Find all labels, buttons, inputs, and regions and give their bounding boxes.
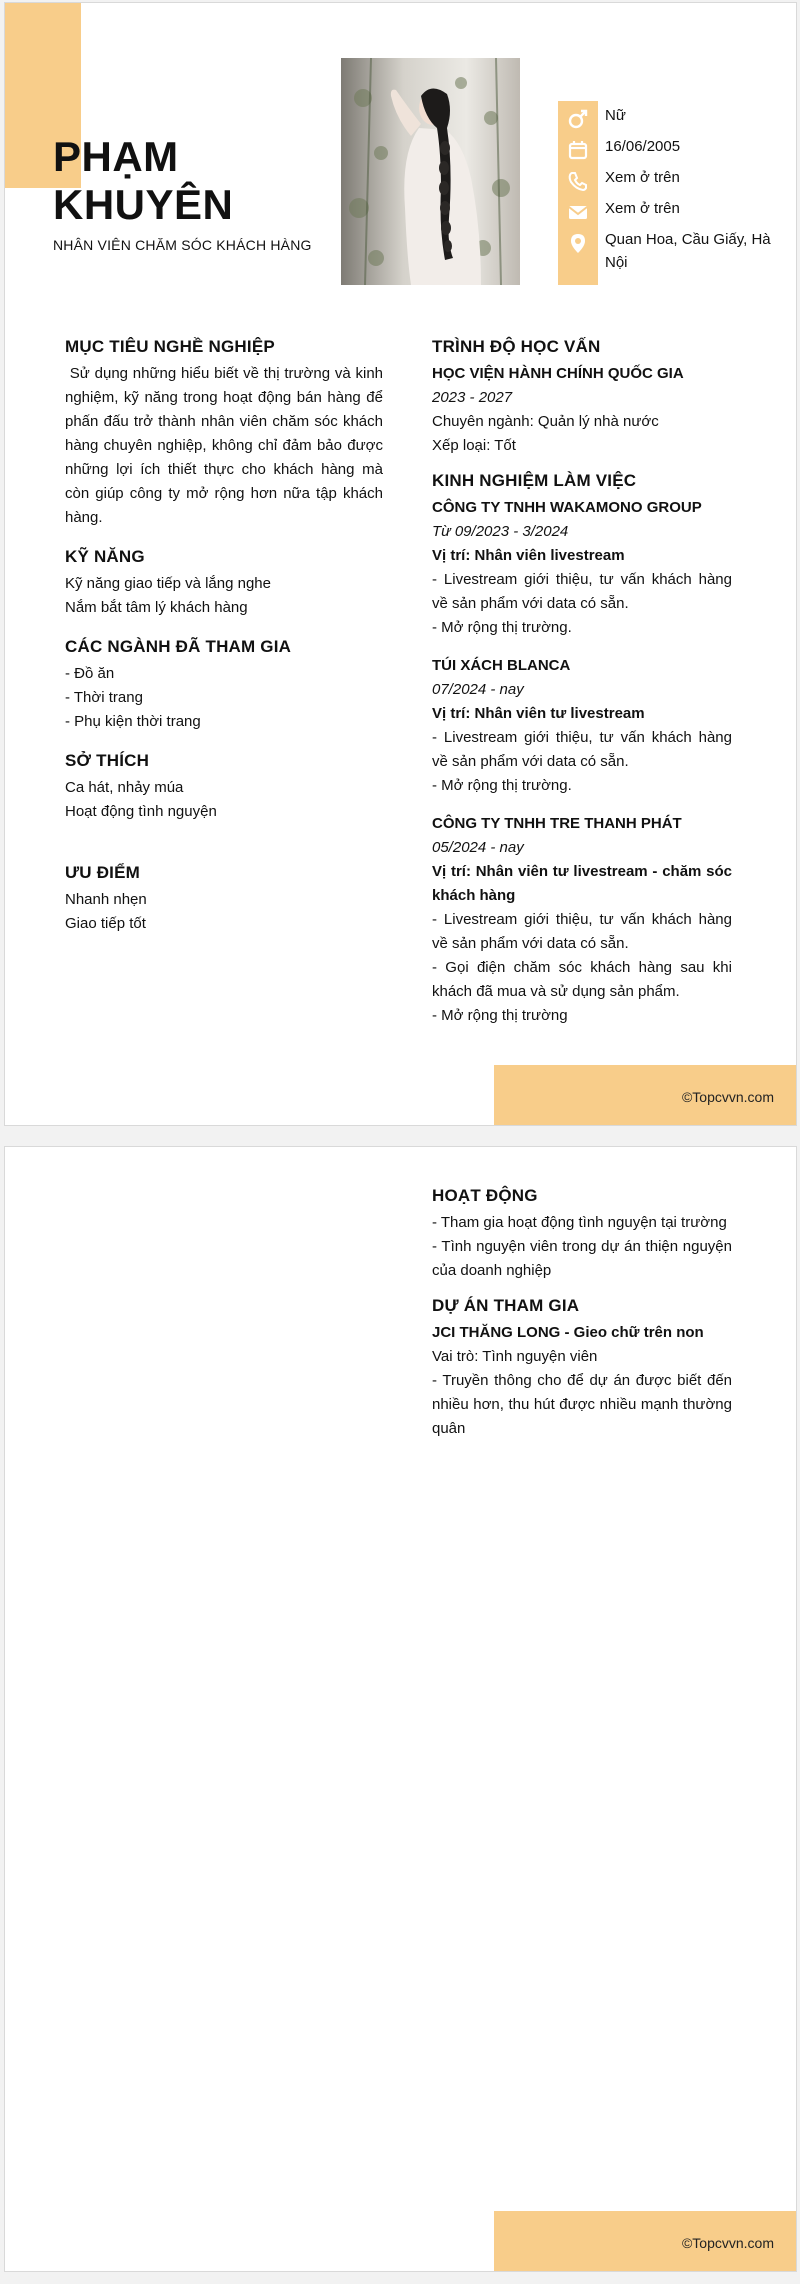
job-role: Vị trí: Nhân viên livestream xyxy=(432,547,625,564)
job-company: TÚI XÁCH BLANCA xyxy=(432,657,571,674)
education-title: TRÌNH ĐỘ HỌC VẤN xyxy=(432,337,601,356)
industries-title: CÁC NGÀNH ĐÃ THAM GIA xyxy=(65,637,292,656)
skill-item: Nắm bắt tâm lý khách hàng xyxy=(65,599,248,616)
job-entry xyxy=(432,654,732,798)
dob-text: 16/06/2005 xyxy=(605,138,681,155)
activity-item: - Tình nguyện viên trong dự án thiện nguyện của doanh nghiệp xyxy=(432,1238,732,1279)
name-line-2: KHUYÊN xyxy=(53,181,234,228)
left-column xyxy=(65,336,388,952)
calendar-icon xyxy=(558,135,598,165)
hobbies-section xyxy=(65,750,383,824)
education-period: 2023 - 2027 xyxy=(432,389,513,406)
job-detail: - Gọi điện chăm sóc khách hàng sau khi khách đã mua và sử dụng sản phẩm. xyxy=(432,959,732,1000)
objective-text: Sử dụng những hiểu biết về thị trường và kinh nghiệm, kỹ năng trong hoạt động bán hàng để phấn đấu trở thành nhân viên chăm sóc khách hàng chuyên nghiệp, không chỉ đảm bảo được những lợi ích thiết thực cho khách hàng mà còn giúp công ty mở rộng hơn nữa tập khách hàng. xyxy=(65,365,388,526)
contact-phone xyxy=(558,166,797,196)
project-name: JCI THĂNG LONG - Gieo chữ trên non xyxy=(432,1324,704,1341)
job-period: 05/2024 - nay xyxy=(432,839,524,856)
industries-section xyxy=(65,636,383,734)
projects-section xyxy=(432,1295,732,1441)
right-column-page-2 xyxy=(432,1185,732,1457)
job-detail: - Livestream giới thiệu, tư vấn khách hàng về sản phẩm với data có sẵn. xyxy=(432,571,732,612)
education-rank: Xếp loại: Tốt xyxy=(432,437,516,454)
job-detail: - Livestream giới thiệu, tư vấn khách hàng về sản phẩm với data có sẵn. xyxy=(432,729,732,770)
job-detail: - Mở rộng thị trường. xyxy=(432,777,572,794)
activities-title: HOẠT ĐỘNG xyxy=(432,1186,538,1205)
gender-icon xyxy=(558,104,598,134)
phone-icon xyxy=(558,166,598,196)
objective-section xyxy=(65,336,388,530)
activities-section xyxy=(432,1185,732,1283)
footer-watermark: ©Topcvvn.com xyxy=(681,1089,774,1105)
project-role: Vai trò: Tình nguyện viên xyxy=(432,1348,598,1365)
job-detail: - Livestream giới thiệu, tư vấn khách hàng về sản phẩm với data có sẵn. xyxy=(432,911,732,952)
right-column xyxy=(432,336,732,1044)
industry-item: - Thời trang xyxy=(65,689,143,706)
school-name: HỌC VIỆN HÀNH CHÍNH QUỐC GIA xyxy=(432,365,684,382)
objective-title: MỤC TIÊU NGHỀ NGHIỆP xyxy=(65,337,275,356)
strengths-title: ƯU ĐIỂM xyxy=(65,863,141,882)
hobby-item: Ca hát, nhảy múa xyxy=(65,779,184,796)
hobby-item: Hoạt động tình nguyện xyxy=(65,803,217,820)
job-role: Vị trí: Nhân viên tư livestream xyxy=(432,705,645,722)
skill-item: Kỹ năng giao tiếp và lắng nghe xyxy=(65,575,271,592)
skills-title: KỸ NĂNG xyxy=(65,547,145,566)
name-line-1: PHẠM xyxy=(53,133,179,180)
strengths-section xyxy=(65,862,383,936)
hobbies-title: SỞ THÍCH xyxy=(65,751,150,770)
contact-gender xyxy=(558,104,797,134)
strength-item: Giao tiếp tốt xyxy=(65,915,146,932)
education-section xyxy=(432,336,732,458)
cv-page-1 xyxy=(4,2,797,1126)
project-detail: - Truyền thông cho để dự án được biết đến nhiều hơn, thu hút được nhiều mạnh thường quân xyxy=(432,1372,732,1437)
industry-item: - Phụ kiện thời trang xyxy=(65,713,201,730)
education-major: Chuyên ngành: Quản lý nhà nước xyxy=(432,413,659,430)
contact-address xyxy=(558,228,797,274)
footer-watermark: ©Topcvvn.com xyxy=(681,2235,774,2251)
skills-section xyxy=(65,546,383,620)
job-entry xyxy=(432,496,732,640)
job-period: Từ 09/2023 - 3/2024 xyxy=(432,523,569,540)
industry-item: - Đồ ăn xyxy=(65,665,115,682)
projects-title: DỰ ÁN THAM GIA xyxy=(432,1296,580,1315)
job-period: 07/2024 - nay xyxy=(432,681,524,698)
job-title: NHÂN VIÊN CHĂM SÓC KHÁCH HÀNG xyxy=(53,237,312,253)
experience-section xyxy=(432,470,732,1028)
strength-item: Nhanh nhẹn xyxy=(65,891,147,908)
activity-item: - Tham gia hoạt động tình nguyện tại trường xyxy=(432,1214,727,1231)
contact-email xyxy=(558,197,797,227)
address-text: Quan Hoa, Cầu Giấy, Hà Nội xyxy=(605,231,771,271)
experience-title: KINH NGHIỆM LÀM VIỆC xyxy=(432,471,637,490)
profile-photo xyxy=(341,58,520,285)
job-detail: - Mở rộng thị trường. xyxy=(432,619,572,636)
email-text: Xem ở trên xyxy=(605,200,680,217)
map-pin-icon xyxy=(558,228,598,258)
phone-text: Xem ở trên xyxy=(605,169,680,186)
envelope-icon xyxy=(558,197,598,227)
cv-page-2 xyxy=(4,1146,797,2272)
contact-dob xyxy=(558,135,797,165)
gender-text: Nữ xyxy=(605,107,626,124)
job-company: CÔNG TY TNHH WAKAMONO GROUP xyxy=(432,499,702,516)
candidate-name xyxy=(53,133,233,229)
job-role: Vị trí: Nhân viên tư livestream - chăm sóc khách hàng xyxy=(432,863,732,904)
job-detail: - Mở rộng thị trường xyxy=(432,1007,568,1024)
job-entry xyxy=(432,812,732,1028)
job-company: CÔNG TY TNHH TRE THANH PHÁT xyxy=(432,815,682,832)
